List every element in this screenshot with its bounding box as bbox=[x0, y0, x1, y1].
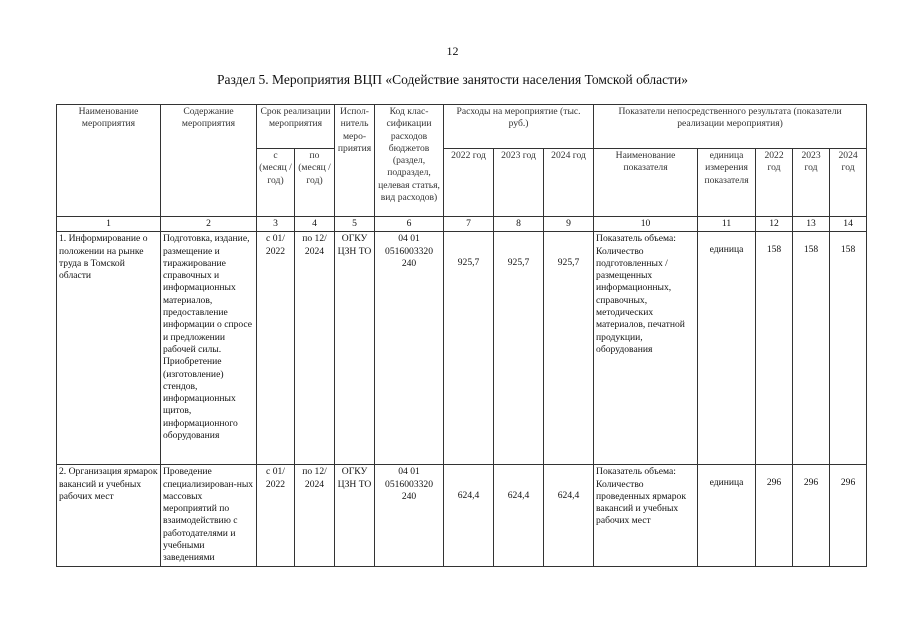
executor: ОГКУ ЦЗН ТО bbox=[335, 232, 375, 465]
activity-name: 1. Информирование о положении на рынке труда в Томской области bbox=[57, 232, 161, 465]
expense-2024: 624,4 bbox=[544, 465, 594, 567]
header-expense-2023: 2023 год bbox=[494, 149, 544, 217]
expense-2023: 624,4 bbox=[494, 465, 544, 567]
executor: ОГКУ ЦЗН ТО bbox=[335, 465, 375, 567]
table-row bbox=[57, 465, 867, 567]
column-number: 6 bbox=[375, 217, 444, 232]
section-title: Раздел 5. Мероприятия ВЦП «Содействие занятости населения Томской области» bbox=[217, 72, 688, 87]
header-expense-2022: 2022 год bbox=[444, 149, 494, 217]
column-number: 3 bbox=[257, 217, 295, 232]
page-number: 12 bbox=[446, 44, 459, 58]
indicator-unit: единица bbox=[698, 465, 756, 567]
header-indicator-2024: 2024 год bbox=[830, 149, 867, 217]
column-number: 2 bbox=[161, 217, 257, 232]
column-number: 12 bbox=[756, 217, 793, 232]
header-executor: Испол-нитель меро-приятия bbox=[335, 105, 375, 217]
column-number: 7 bbox=[444, 217, 494, 232]
term-from: с 01/ 2022 bbox=[257, 465, 295, 567]
column-number: 1 bbox=[57, 217, 161, 232]
indicator-2022: 296 bbox=[756, 465, 793, 567]
header-term-from: с (месяц / год) bbox=[257, 149, 295, 217]
header-indicator-name: Наименование показателя bbox=[594, 149, 698, 217]
indicator-2022: 158 bbox=[756, 232, 793, 465]
header-code: Код клас-сификации расходов бюджетов (раздел, подраздел, целевая статья, вид расходов) bbox=[375, 105, 444, 217]
column-number: 5 bbox=[335, 217, 375, 232]
indicator-2024: 158 bbox=[830, 232, 867, 465]
header-term-to: по (месяц / год) bbox=[295, 149, 335, 217]
column-numbers-row bbox=[57, 217, 867, 232]
column-number: 14 bbox=[830, 217, 867, 232]
budget-code: 04 01 0516003320 240 bbox=[375, 232, 444, 465]
column-number: 13 bbox=[793, 217, 830, 232]
indicator-2023: 158 bbox=[793, 232, 830, 465]
activities-table bbox=[56, 104, 867, 567]
indicator-2024: 296 bbox=[830, 465, 867, 567]
activity-name: 2. Организация ярмарок вакансий и учебных рабочих мест bbox=[57, 465, 161, 567]
header-name: Наименование мероприятия bbox=[57, 105, 161, 217]
column-number: 9 bbox=[544, 217, 594, 232]
indicator-unit: единица bbox=[698, 232, 756, 465]
column-number: 10 bbox=[594, 217, 698, 232]
activity-content: Проведение специализирован-ных массовых мероприятий по взаимодействию с работодателями и учебными заведениями bbox=[161, 465, 257, 567]
indicator-name: Показатель объема: Количество подготовленных / размещенных информационных, справочных, методических материалов, печатной продукции, оборудования bbox=[594, 232, 698, 465]
term-from: с 01/ 2022 bbox=[257, 232, 295, 465]
column-number: 11 bbox=[698, 217, 756, 232]
header-indicators: Показатели непосредственного результата (показатели реализации мероприятия) bbox=[594, 105, 867, 149]
column-number: 8 bbox=[494, 217, 544, 232]
column-number: 4 bbox=[295, 217, 335, 232]
expense-2022: 925,7 bbox=[444, 232, 494, 465]
indicator-2023: 296 bbox=[793, 465, 830, 567]
header-indicator-2023: 2023 год bbox=[793, 149, 830, 217]
expense-2023: 925,7 bbox=[494, 232, 544, 465]
indicator-name: Показатель объема: Количество проведенных ярмарок вакансий и учебных рабочих мест bbox=[594, 465, 698, 567]
header-expense-2024: 2024 год bbox=[544, 149, 594, 217]
header-expenses: Расходы на мероприятие (тыс. руб.) bbox=[444, 105, 594, 149]
term-to: по 12/ 2024 bbox=[295, 465, 335, 567]
header-term: Срок реализации мероприятия bbox=[257, 105, 335, 149]
table-row bbox=[57, 232, 867, 465]
expense-2022: 624,4 bbox=[444, 465, 494, 567]
term-to: по 12/ 2024 bbox=[295, 232, 335, 465]
activity-content: Подготовка, издание, размещение и тиражирование справочных и информационных материалов, предоставление информации о спросе и предложении рабочей силы. Приобретение (изготовление) стендов, информационных щитов, информационного оборудования bbox=[161, 232, 257, 465]
header-indicator-2022: 2022 год bbox=[756, 149, 793, 217]
expense-2024: 925,7 bbox=[544, 232, 594, 465]
header-unit: единица измерения показателя bbox=[698, 149, 756, 217]
budget-code: 04 01 0516003320 240 bbox=[375, 465, 444, 567]
header-content: Содержание мероприятия bbox=[161, 105, 257, 217]
